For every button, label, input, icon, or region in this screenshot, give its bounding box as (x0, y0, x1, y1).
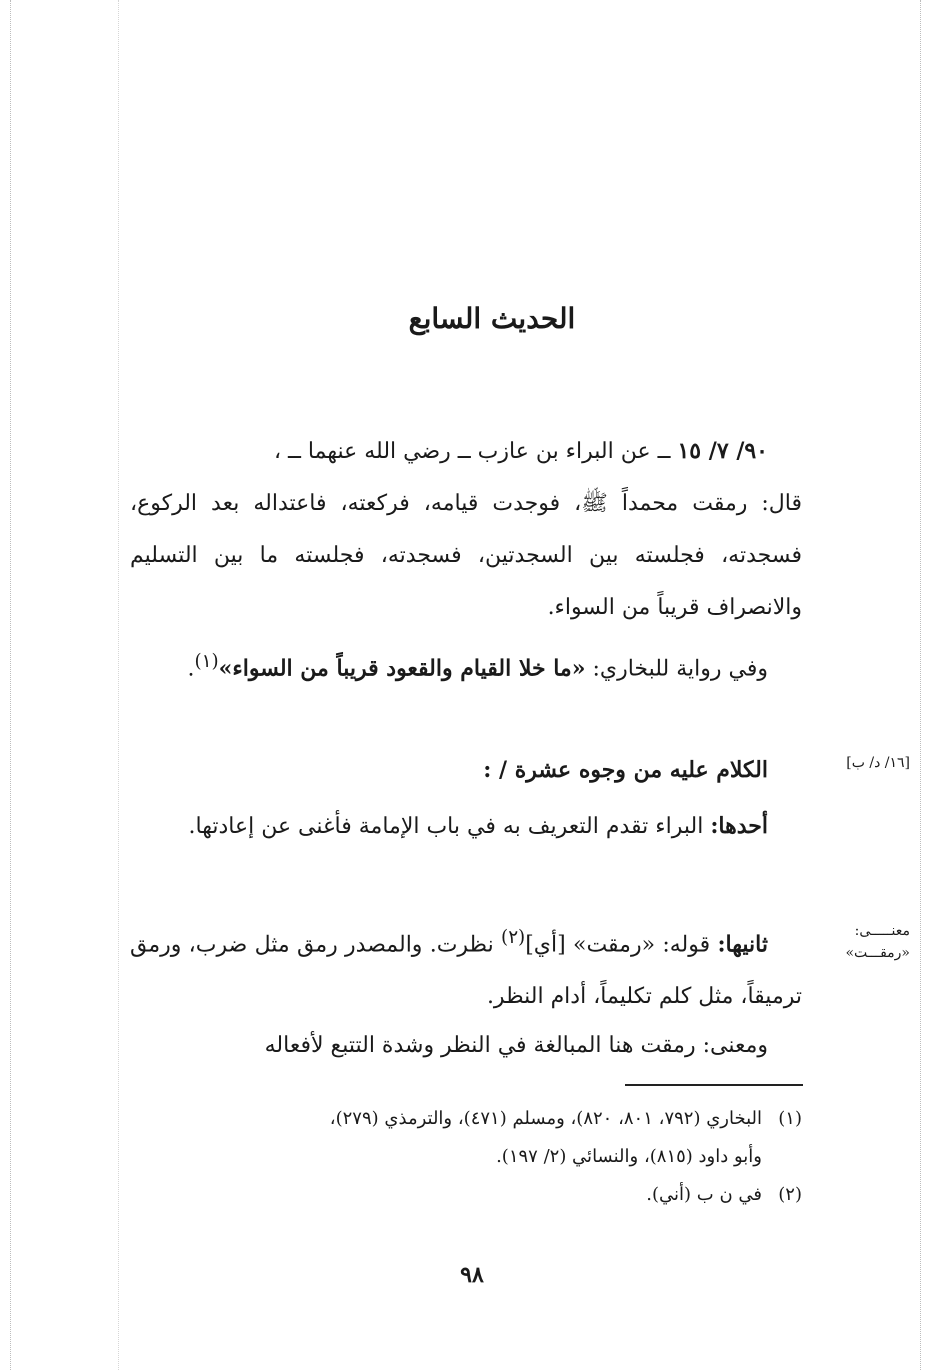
discussion-heading (130, 744, 802, 796)
hadith-intro: ــ عن البراء بن عازب ــ رضي الله عنهما ــ ، (273, 439, 678, 464)
margin-topic-note (815, 920, 910, 964)
second-point (130, 912, 802, 1023)
chapter-title (0, 302, 944, 335)
scan-edge-inner (118, 0, 119, 1370)
hadith-paragraph (130, 425, 802, 634)
first-point (130, 800, 802, 853)
footnote-ref-2: (٢) (501, 927, 526, 948)
footnote-1-line1: البخاري (٧٩٢، ٨٠١، ٨٢٠)، ومسلم (٤٧١)، والترمذي (٢٧٩)، (329, 1108, 762, 1129)
scan-edge-right (920, 0, 921, 1370)
bukhari-paragraph (130, 636, 802, 695)
page-number: ٩٨ (460, 1262, 484, 1288)
footnote-2-text: في ن ب (أني). (646, 1184, 762, 1205)
margin-page-reference: [١٦/ د/ ب] (846, 755, 910, 771)
footnote-1-line2: وأبو داود (٨١٥)، والنسائي (٢/ ١٩٧). (496, 1146, 762, 1167)
second-text-a: قوله: «رمقت» [أي] (525, 932, 718, 958)
bukhari-intro: وفي رواية للبخاري: (585, 656, 768, 682)
footnote-1-number: (١) (778, 1108, 802, 1129)
scan-edge-left (10, 0, 11, 1370)
first-text: البراء تقدم التعريف به في باب الإمامة فأغنى عن إعادتها. (188, 814, 711, 839)
footnote-2-number: (٢) (778, 1184, 802, 1205)
footnote-ref-1: (١) (194, 651, 219, 672)
discussion-heading-text: الكلام عليه من وجوه عشرة / : (483, 757, 768, 783)
third-text: ومعنى: رمقت هنا المبالغة في النظر وشدة التتبع لأفعاله (264, 1033, 768, 1058)
bukhari-quote: «ما خلا القيام والقعود قريباً من السواء» (218, 655, 586, 682)
margin-topic-line1: معنـــــى: (854, 923, 910, 939)
footnote-divider (625, 1084, 803, 1086)
chapter-title-text: الحديث السابع (408, 302, 576, 335)
hadith-body: قال: رمقت محمداً ﷺ، فوجدت قيامه، فركعته، فاعتداله بعد الركوع، فسجدته، فجلسته بين السجدتين، فسجدته، فجلسته ما بين التسليم والانصراف قريباً من السواء. (130, 491, 802, 620)
footnotes (130, 1100, 802, 1214)
third-point (130, 1020, 802, 1072)
footnote-2 (130, 1176, 802, 1214)
first-label: أحدها: (710, 813, 768, 839)
bukhari-end: . (187, 656, 195, 682)
second-text-b: نظرت. والمصدر رمق مثل ضرب، ورمق ترميقاً، مثل كلم تكليماً، أدام النظر. (130, 932, 802, 1010)
hadith-number: ٩٠/ ٧/ ١٥ (677, 438, 768, 464)
footnote-1 (130, 1100, 802, 1138)
second-label: ثانيها: (717, 931, 768, 958)
margin-topic-line2: «رمقـــت» (845, 945, 910, 961)
